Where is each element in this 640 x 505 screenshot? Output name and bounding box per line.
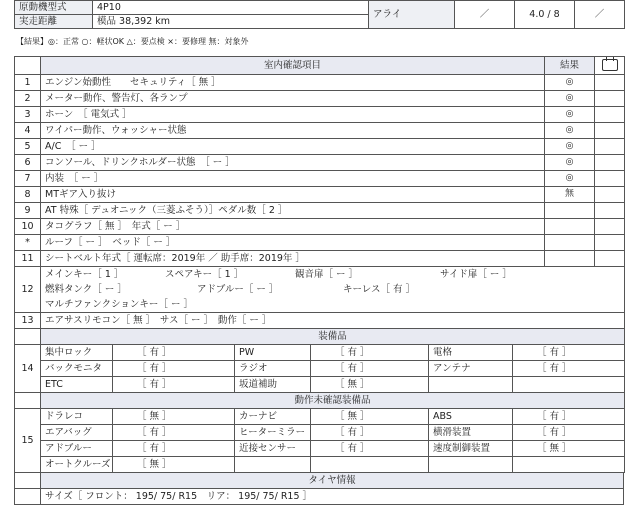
inspection-item: シートベルト年式［ 運転席：2019年 ／ 助手席：2019年 ］	[41, 251, 545, 267]
note-cell	[595, 187, 625, 203]
clipboard-icon[interactable]	[595, 57, 625, 75]
inspection-row	[15, 107, 625, 123]
inspection-item: AT 特殊［ デュオニック（三菱ふそう）］ペダル数［ 2 ］	[41, 203, 545, 219]
fuel-tank: 燃料タンク［ ー ］	[45, 284, 127, 295]
model-value: 4P10	[93, 1, 369, 15]
equipment-row	[15, 361, 625, 377]
spare-key: スペアキー［ 1 ］	[165, 269, 244, 280]
inspection-row	[15, 139, 625, 155]
note-cell	[595, 171, 625, 187]
result-value: ◎	[545, 75, 595, 91]
result-value: ◎	[545, 123, 595, 139]
equipment-name: ABS	[429, 409, 513, 425]
inspection-item: エンジン始動性 セキュリティ［ 無 ］	[41, 75, 545, 91]
row-number: 12	[15, 267, 41, 313]
inspection-item: 内装 ［ ー ］	[41, 171, 545, 187]
side-door: サイド扉［ ー ］	[440, 269, 512, 280]
vehicle-info-table	[14, 0, 625, 29]
row-number: 13	[15, 313, 41, 329]
note-cell	[595, 219, 625, 235]
inspection-row	[15, 123, 625, 139]
tire-title: タイヤ情報	[41, 473, 624, 489]
note-cell	[595, 139, 625, 155]
equipment-value	[513, 457, 625, 473]
result-value: ◎	[545, 139, 595, 155]
tire-table	[14, 472, 624, 505]
inspection-row	[15, 251, 625, 267]
inspection-row	[15, 219, 625, 235]
result-header: 結果	[545, 57, 595, 75]
inspection-title: 室内確認項目	[41, 57, 545, 75]
unconfirmed-title: 動作未確認装備品	[41, 393, 625, 409]
result-value	[545, 251, 595, 267]
inspection-item: MTギア入り抜け	[41, 187, 545, 203]
row-number: 6	[15, 155, 41, 171]
section-number: 15	[15, 409, 41, 473]
equipment-table	[14, 328, 625, 393]
equipment-value: ［ 有 ］	[311, 425, 429, 441]
row-number: 5	[15, 139, 41, 155]
equipment-value: ［ 有 ］	[113, 425, 235, 441]
equipment-name: ラジオ	[235, 361, 311, 377]
row-number: 10	[15, 219, 41, 235]
result-value	[545, 219, 595, 235]
note-cell	[595, 91, 625, 107]
air-suspension-remote: エアサスリモコン［ 無 ］ サス［ ー ］ 動作［ ー ］	[41, 313, 625, 329]
align-label: アライ	[369, 1, 455, 29]
inspection-item: コンソール、ドリンクホルダー状態 ［ ー ］	[41, 155, 545, 171]
equipment-name: PW	[235, 345, 311, 361]
equipment-name: ETC	[41, 377, 113, 393]
equipment-value: ［ 有 ］	[311, 361, 429, 377]
inspection-item: ルーフ［ ー ］ ベッド［ ー ］	[41, 235, 545, 251]
result-value	[545, 203, 595, 219]
equipment-value	[513, 377, 625, 393]
inspection-row	[15, 203, 625, 219]
row-number: 8	[15, 187, 41, 203]
tire-size: サイズ［ フロント： 195/ 75/ R15 リア： 195/ 75/ R15 ］	[41, 489, 624, 505]
note-cell	[595, 155, 625, 171]
inspection-row	[15, 235, 625, 251]
inspection-row	[15, 171, 625, 187]
equipment-value	[311, 457, 429, 473]
equipment-name: アドブルー	[41, 441, 113, 457]
header-blank	[15, 57, 41, 75]
equipment-value: ［ 有 ］	[113, 361, 235, 377]
row-number: 4	[15, 123, 41, 139]
result-value	[545, 235, 595, 251]
inspection-row	[15, 155, 625, 171]
equipment-name: 速度制御装置	[429, 441, 513, 457]
result-value: ◎	[545, 107, 595, 123]
inspection-item: タコグラフ［ 無 ］ 年式［ ー ］	[41, 219, 545, 235]
inspection-row	[15, 187, 625, 203]
equipment-value: ［ 無 ］	[311, 409, 429, 425]
inspection-item: メーター動作、警告灯、各ランプ	[41, 91, 545, 107]
equipment-value: ［ 有 ］	[513, 361, 625, 377]
equipment-name: エアバッグ	[41, 425, 113, 441]
note-cell	[595, 251, 625, 267]
mileage-label: 実走距離	[15, 15, 93, 29]
result-value: 無	[545, 187, 595, 203]
unconfirmed-row	[15, 441, 625, 457]
adblue: アドブルー［ ー ］	[197, 284, 279, 295]
unconfirmed-row	[15, 409, 625, 425]
kannon-door: 観音扉［ ー ］	[295, 269, 359, 280]
result-value: ◎	[545, 155, 595, 171]
equipment-name: アンテナ	[429, 361, 513, 377]
equipment-value: ［ 有 ］	[513, 345, 625, 361]
row-number: 2	[15, 91, 41, 107]
inspection-item: ホーン ［ 電気式 ］	[41, 107, 545, 123]
unconfirmed-row	[15, 425, 625, 441]
equipment-value: ［ 有 ］	[311, 441, 429, 457]
row-number: 3	[15, 107, 41, 123]
equipment-value: ［ 有 ］	[113, 377, 235, 393]
equipment-value: ［ 有 ］	[113, 345, 235, 361]
result-value: ◎	[545, 171, 595, 187]
note-cell	[595, 107, 625, 123]
equipment-name: 横滑装置	[429, 425, 513, 441]
note-cell	[595, 75, 625, 91]
result-value: ◎	[545, 91, 595, 107]
equipment-name	[235, 457, 311, 473]
mileage-value: 模品 38,392 km	[93, 15, 369, 29]
equipment-name	[429, 457, 513, 473]
align-value-3: ／	[575, 1, 625, 29]
equipment-name: オートクルーズ	[41, 457, 113, 473]
equipment-row	[15, 345, 625, 361]
interior-inspection-table	[14, 56, 625, 329]
equipment-name: バックモニタ	[41, 361, 113, 377]
equipment-name: ヒーターミラー	[235, 425, 311, 441]
row12-line2	[41, 282, 625, 297]
inspection-row	[15, 75, 625, 91]
equipment-name: 近接センサー	[235, 441, 311, 457]
main-key: メインキー［ 1 ］	[45, 269, 124, 280]
equipment-name: 集中ロック	[41, 345, 113, 361]
equipment-value: ［ 無 ］	[113, 457, 235, 473]
note-cell	[595, 123, 625, 139]
inspection-sheet	[14, 0, 624, 505]
model-label: 原動機型式	[15, 1, 93, 15]
equipment-name: 坂道補助	[235, 377, 311, 393]
inspection-row	[15, 91, 625, 107]
row-number: 9	[15, 203, 41, 219]
equipment-row	[15, 377, 625, 393]
equipment-name: ドラレコ	[41, 409, 113, 425]
section-number: 14	[15, 345, 41, 393]
equipment-value: ［ 有 ］	[113, 441, 235, 457]
row12-line1	[41, 267, 625, 283]
unconfirmed-row	[15, 457, 625, 473]
inspection-item: ワイパー動作、ウォッシャー状態	[41, 123, 545, 139]
equipment-value: ［ 無 ］	[311, 377, 429, 393]
equipment-value: ［ 有 ］	[513, 409, 625, 425]
note-cell	[595, 203, 625, 219]
multi-function-key: マルチファンクションキー［ ー ］	[41, 297, 625, 313]
equipment-value: ［ 無 ］	[513, 441, 625, 457]
keyless: キーレス［ 有 ］	[343, 284, 416, 295]
note-cell	[595, 235, 625, 251]
row-number: 11	[15, 251, 41, 267]
align-value: ／	[455, 1, 515, 29]
equipment-value: ［ 有 ］	[513, 425, 625, 441]
result-legend: 【結果】◎：正常 ○：軽状OK △：要点検 ×：要修理 無：対象外	[16, 37, 249, 46]
equipment-name	[429, 377, 513, 393]
equipment-name: カーナビ	[235, 409, 311, 425]
equipment-value: ［ 無 ］	[113, 409, 235, 425]
unconfirmed-equipment-table	[14, 392, 625, 473]
equipment-value: ［ 有 ］	[311, 345, 429, 361]
equipment-title: 装備品	[41, 329, 625, 345]
row-number: 7	[15, 171, 41, 187]
align-value-2: 4.0 / 8	[515, 1, 575, 29]
row-number: 1	[15, 75, 41, 91]
equipment-name: 電格	[429, 345, 513, 361]
row-number: *	[15, 235, 41, 251]
inspection-item: A/C ［ ー ］	[41, 139, 545, 155]
